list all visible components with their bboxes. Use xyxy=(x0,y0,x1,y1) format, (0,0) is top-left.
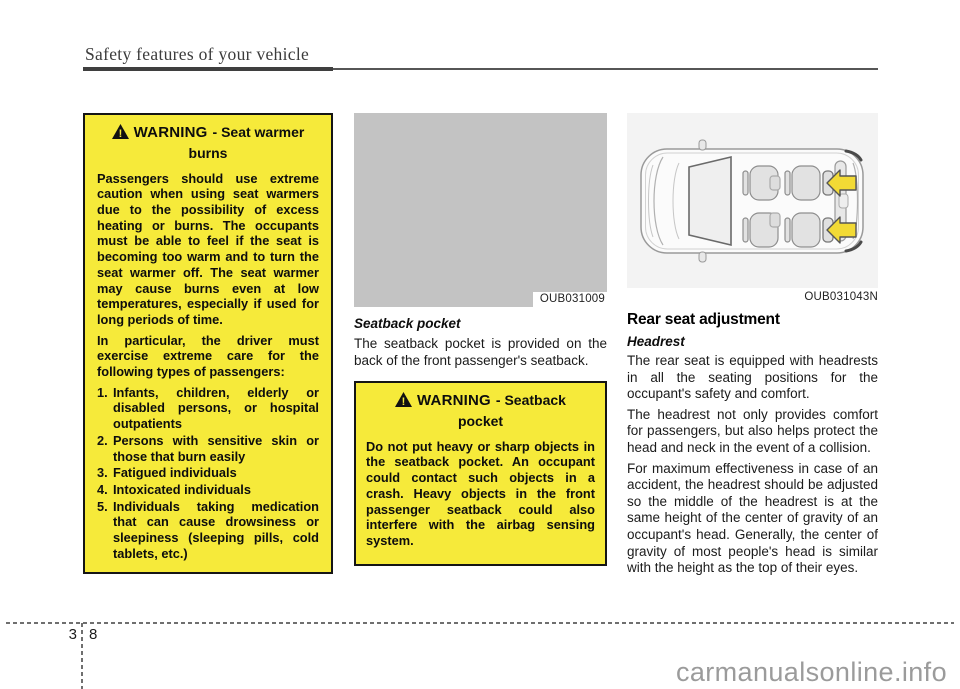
warning-title xyxy=(386,391,576,433)
body-paragraph: The seatback pocket is provided on the back of the front passenger's seatback. xyxy=(354,336,607,368)
list-item-text: Persons with sensitive skin or those that burn easily xyxy=(113,432,319,464)
header-rule-divider xyxy=(83,67,878,71)
warning-paragraph: Do not put heavy or sharp objects in the seatback pocket. An occupant could contact such objects in a crash. Heavy objects in the front passenger seatback could also interfere with the airbag sensing system. xyxy=(366,438,595,548)
list-item-number: 1. xyxy=(97,384,108,400)
section-number: 3 xyxy=(68,626,77,643)
warning-box-seat-warmer xyxy=(83,113,333,574)
list-item xyxy=(97,482,319,498)
list-item-number: 4. xyxy=(97,481,108,497)
list-item xyxy=(97,465,319,481)
image-code-label: OUB031043N xyxy=(804,291,878,303)
list-item-number: 2. xyxy=(97,432,108,448)
warning-body xyxy=(366,439,595,549)
warning-label: WARNING xyxy=(133,124,208,141)
warning-body xyxy=(97,171,319,562)
list-item-text: Individuals taking medication that can cause drowsiness or sleepiness (sleeping pills, cold tablets, etc.) xyxy=(113,498,319,561)
list-item-number: 3. xyxy=(97,465,108,481)
page-title: Safety features of your vehicle xyxy=(85,44,310,64)
body-paragraph: For maximum effectiveness in case of an accident, the headrest should be adjusted so the middle of the headrest is at the same height of the center of gravity of an occupant's head. Generally, the center of gravity of most people's head is similar with the height as the top of their eyes. xyxy=(627,460,878,576)
warning-subject: - Seatback pocket xyxy=(457,392,566,429)
column-middle xyxy=(354,113,607,566)
footer-dashed-rule xyxy=(6,622,954,624)
body-paragraph: The headrest not only provides comfort for passengers, but also helps protect the head and neck in the event of a collision. xyxy=(627,406,878,455)
body-paragraph: The rear seat is equipped with headrests in all the seating positions for the occupant's safety and comfort. xyxy=(627,353,878,402)
warning-subject: - Seat warmer burns xyxy=(188,124,305,161)
seatback-pocket-photo xyxy=(354,113,607,307)
svg-text:!: ! xyxy=(401,396,406,408)
list-item-text: Infants, children, elderly or disabled persons, or hospital outpatients xyxy=(113,384,319,432)
list-item-text: Intoxicated individuals xyxy=(113,481,251,497)
warning-numbered-list xyxy=(97,385,319,562)
header-rule-thin-segment xyxy=(333,68,878,70)
warning-paragraph: In particular, the driver must exercise extreme care for the following types of passengers: xyxy=(97,332,319,380)
column-left xyxy=(83,113,333,574)
list-item xyxy=(97,499,319,562)
warning-label: WARNING xyxy=(417,392,491,410)
sub-heading: Headrest xyxy=(627,334,685,349)
image-code-label: OUB031009 xyxy=(533,292,607,307)
warning-triangle-icon xyxy=(395,392,412,407)
list-item-text: Fatigued individuals xyxy=(113,465,237,481)
footer-dashed-vertical-rule xyxy=(81,623,83,689)
warning-title xyxy=(108,123,308,165)
section-heading: Rear seat adjustment xyxy=(627,311,780,328)
warning-box-seatback-pocket xyxy=(354,381,607,566)
warning-triangle-icon xyxy=(112,124,129,139)
warning-paragraph: Passengers should use extreme caution when using seat warmers due to the possibility of excess heating or burns. The occupants must be able to feel if the seat is becoming too warm and to turn the seat warmer off. The seat warmer may cause burns even at low temperatures, especially if used for long periods of time. xyxy=(97,170,319,327)
page-number: 8 xyxy=(89,626,98,643)
column-right xyxy=(627,113,878,577)
watermark-text: carmanualsonline.info xyxy=(675,657,947,687)
header-rule-thick-segment xyxy=(83,67,333,71)
figure-caption: Seatback pocket xyxy=(354,316,461,331)
svg-text:!: ! xyxy=(118,128,122,139)
list-item xyxy=(97,385,319,432)
list-item xyxy=(97,433,319,464)
list-item-number: 5. xyxy=(97,498,108,514)
car-top-view-image xyxy=(627,113,878,288)
